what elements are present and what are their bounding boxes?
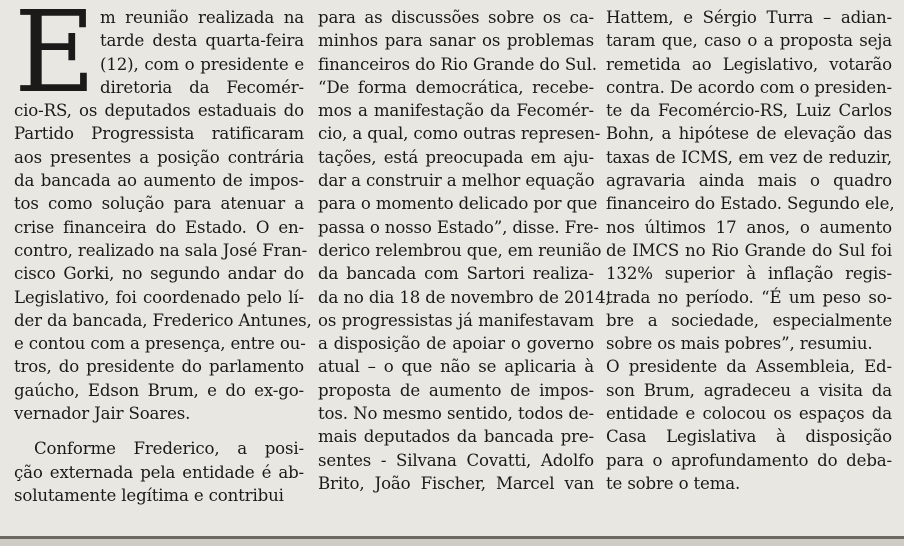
text-line: (12), com o presidente e	[100, 54, 304, 74]
text-line: dar a construir a melhor equação	[318, 171, 595, 191]
text-line: O presidente da Assembleia, Ed-	[606, 357, 892, 377]
paragraph-gap	[14, 425, 304, 437]
text-line: ção externada pela entidade é ab-	[14, 462, 304, 482]
text-line: gaúcho, Edson Brum, e do ex-go-	[14, 380, 304, 400]
text-line: Conforme Frederico, a posi-	[34, 439, 304, 459]
text-line: cio-RS, os deputados estaduais do	[14, 101, 304, 121]
text-line: agravaria ainda mais o quadro	[606, 171, 892, 191]
text-line: solutamente legítima e contribui	[14, 485, 284, 505]
text-line: vernador Jair Soares.	[14, 404, 191, 424]
text-line: atual – o que não se aplicaria à	[318, 357, 594, 377]
article-column-2	[318, 6, 611, 495]
text-line: contro, realizado na sala José Fran-	[14, 240, 308, 260]
article-column-1	[14, 0, 312, 507]
text-line: crise financeira do Estado. O en-	[14, 217, 304, 237]
text-line: da no dia 18 de novembro de 2014,	[318, 287, 611, 307]
text-line: cio, a qual, como outras represen-	[318, 124, 601, 144]
text-line: son Brum, agradeceu a visita da	[606, 380, 892, 400]
text-line: tos. No mesmo sentido, todos de-	[318, 404, 594, 424]
bleed-through-strip	[0, 539, 904, 546]
text-line: Bohn, a hipótese de elevação das	[606, 124, 892, 144]
text-line: Partido Progressista ratificaram	[14, 124, 304, 144]
drop-cap: E	[14, 0, 96, 118]
text-line: e contou com a presença, entre ou-	[14, 334, 306, 354]
text-line: para o aprofundamento do deba-	[606, 450, 892, 470]
text-line: tarde desta quarta-feira	[100, 31, 304, 51]
text-line: mos a manifestação da Fecomér-	[318, 101, 594, 121]
text-line: bre a sociedade, especialmente	[606, 310, 892, 330]
text-line: remetida ao Legislativo, votarão	[606, 54, 892, 74]
text-line: para o momento delicado por que	[318, 194, 598, 214]
text-line: nos últimos 17 anos, o aumento	[606, 217, 892, 237]
article-column-3	[606, 6, 895, 495]
text-line: tros, do presidente do parlamento	[14, 357, 304, 377]
text-line: financeiro do Estado. Segundo ele,	[606, 194, 895, 214]
text-line: m reunião realizada na	[100, 8, 304, 27]
text-line: Casa Legislativa à disposição	[606, 427, 892, 447]
text-line: entidade e colocou os espaços da	[606, 404, 892, 424]
text-line: te da Fecomércio-RS, Luiz Carlos	[606, 101, 892, 121]
text-line: Hattem, e Sérgio Turra – adian-	[606, 8, 892, 27]
text-line: derico relembrou que, em reunião	[318, 240, 602, 260]
text-line: taxas de ICMS, em vez de reduzir,	[606, 147, 892, 167]
text-line: tos como solução para atenuar a	[14, 194, 304, 214]
text-line: a disposição de apoiar o governo	[318, 334, 594, 354]
text-line: taram que, caso o a proposta seja	[606, 31, 892, 51]
text-line: contra. De acordo com o presiden-	[606, 77, 892, 97]
text-line: Legislativo, foi coordenado pelo lí-	[14, 287, 304, 307]
text-line: trada no período. “É um peso so-	[606, 287, 892, 307]
text-line: os progressistas já manifestavam	[318, 310, 594, 330]
text-line: tações, está preocupada em aju-	[318, 147, 594, 167]
text-line: cisco Gorki, no segundo andar do	[14, 264, 304, 284]
text-line: sobre os mais pobres”, resumiu.	[606, 334, 873, 354]
text-line: da bancada ao aumento de impos-	[14, 171, 304, 191]
text-line: aos presentes a posição contrária	[14, 147, 304, 167]
text-line: diretoria da Fecomér-	[100, 77, 304, 97]
text-line: proposta de aumento de impos-	[318, 380, 594, 400]
text-line: 132% superior à inflação regis-	[606, 264, 892, 284]
text-line: da bancada com Sartori realiza-	[318, 264, 594, 284]
text-line: “De forma democrática, recebe-	[318, 77, 594, 97]
text-line: passa o nosso Estado”, disse. Fre-	[318, 217, 599, 237]
text-line: der da bancada, Frederico Antunes,	[14, 310, 312, 330]
text-line: mais deputados da bancada pre-	[318, 427, 594, 447]
text-line: Brito, João Fischer, Marcel van	[318, 473, 594, 493]
text-line: te sobre o tema.	[606, 473, 741, 493]
text-line: para as discussões sobre os ca-	[318, 8, 594, 27]
text-line: minhos para sanar os problemas	[318, 31, 594, 51]
text-line: financeiros do Rio Grande do Sul.	[318, 54, 597, 74]
text-line: sentes - Silvana Covatti, Adolfo	[318, 450, 594, 470]
text-line: de IMCS no Rio Grande do Sul foi	[606, 240, 892, 260]
